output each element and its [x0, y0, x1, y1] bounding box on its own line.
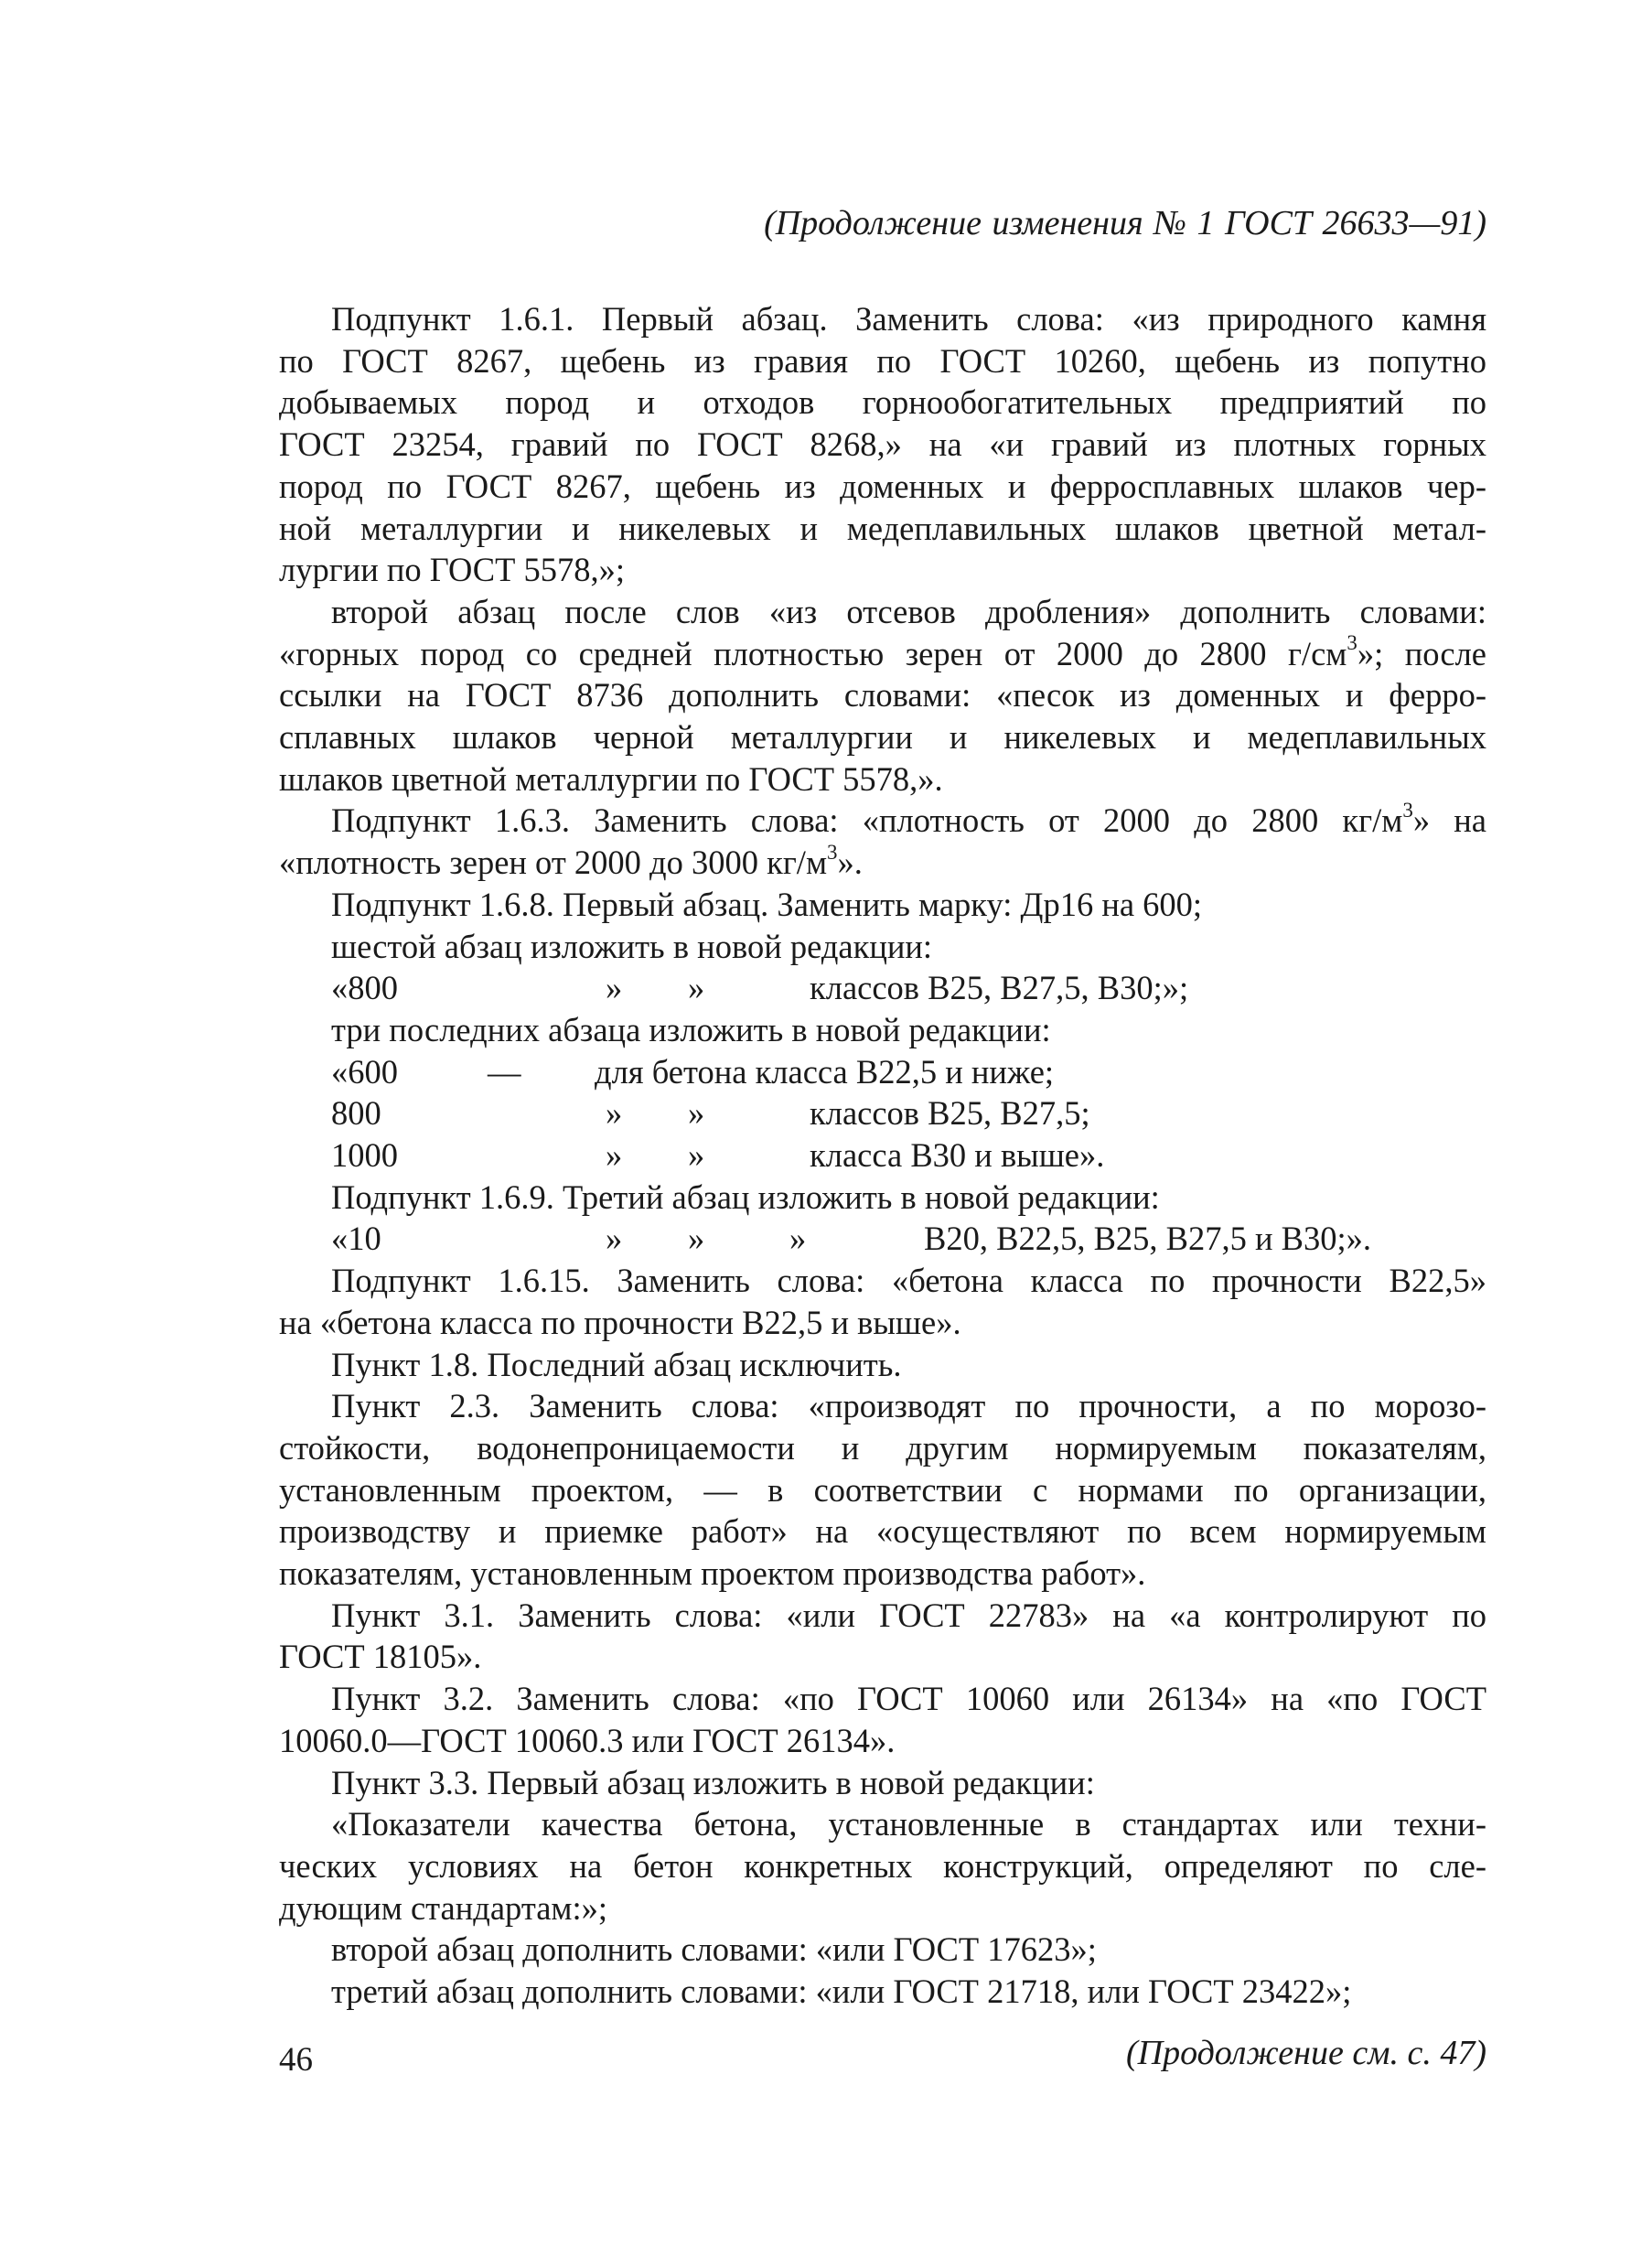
text-line: 10060.0—ГОСТ 10060.3 или ГОСТ 26134».: [279, 1721, 896, 1759]
text-line: ссылки на ГОСТ 8736 дополнить словами: «песок из доменных и ферро-: [279, 676, 1486, 715]
paragraph-1-6-9: Подпункт 1.6.9. Третий абзац изложить в новой редакции:: [331, 1177, 1160, 1216]
paragraph-2-3: [279, 1385, 1486, 1595]
grade-value: 1000: [331, 1136, 398, 1175]
paragraph-third-abzac-gost: третий абзац дополнить словами: «или ГОСТ 21718, или ГОСТ 23422»;: [331, 1972, 1352, 2011]
paragraph-3-3: Пункт 3.3. Первый абзац изложить в новой редакции:: [331, 1763, 1095, 1801]
paragraph-1-6-1: [279, 298, 1486, 591]
text-line: производству и приемке работ» на «осуществляют по всем нормируемым: [279, 1512, 1486, 1551]
grade-value: «800: [331, 969, 398, 1007]
text-line: Пункт 2.3. Заменить слова: «производят по прочности, а по морозо-: [331, 1387, 1486, 1425]
grade-value: «10: [331, 1220, 381, 1258]
ditto-mark: »: [688, 1094, 705, 1133]
paragraph-1-8: Пункт 1.8. Последний абзац исключить.: [331, 1345, 902, 1383]
ditto-mark: »: [789, 1220, 807, 1258]
text-fragment: «плотность зерен от 2000 до 3000 кг/м: [279, 844, 828, 882]
grade-row-800: [279, 967, 1486, 1009]
text-line: [279, 842, 1486, 884]
text-line: Пункт 3.2. Заменить слова: «по ГОСТ 10060 или 26134» на «по ГОСТ: [331, 1680, 1486, 1718]
text-line: пород по ГОСТ 8267, щебень из доменных и ферросплавных шлаков чер-: [279, 467, 1486, 505]
grade-description: для бетона класса В22,5 и ниже;: [595, 1052, 1055, 1091]
text-fragment: » на: [1412, 801, 1487, 840]
grade-row-600: [279, 1051, 1486, 1093]
grade-value: 800: [331, 1094, 381, 1133]
text-line: показателям, установленным проектом производства работ».: [279, 1554, 1146, 1593]
paragraph-1-6-8: Подпункт 1.6.8. Первый абзац. Заменить марку: Дp16 на 600;: [331, 885, 1203, 923]
grade-description: класса В30 и выше».: [810, 1136, 1105, 1175]
grade-row-800b: [279, 1092, 1486, 1134]
text-line: сплавных шлаков черной металлургии и никелевых и медеплавильных: [279, 718, 1486, 757]
text-line: ческих условиях на бетон конкретных конструкций, определяют по сле-: [279, 1846, 1486, 1885]
superscript: 3: [827, 840, 838, 864]
paragraph-second-abzac: [279, 591, 1486, 801]
text-fragment: »; после: [1357, 634, 1486, 672]
text-line: лургии по ГОСТ 5578,»;: [279, 551, 626, 589]
paragraph-3-2: [279, 1678, 1486, 1761]
text-line: [279, 633, 1486, 675]
grade-description: классов В25, В27,5;: [810, 1094, 1090, 1133]
text-line: ГОСТ 23254, гравий по ГОСТ 8268,» на «и гравий из плотных горных: [279, 425, 1486, 464]
paragraph-quality-indicators: [279, 1803, 1486, 1929]
paragraph-sixth-abzac: шестой абзац изложить в новой редакции:: [331, 927, 933, 965]
text-line: Подпункт 1.6.15. Заменить слова: «бетона класса по прочности В22,5»: [331, 1262, 1486, 1300]
paragraph-three-last: три последних абзаца изложить в новой редакции:: [331, 1010, 1051, 1048]
document-page: [279, 203, 1486, 2074]
text-line: по ГОСТ 8267, щебень из гравия по ГОСТ 10260, щебень из попутно: [279, 341, 1486, 380]
text-line: ГОСТ 18105».: [279, 1638, 482, 1676]
grade-description: классов В25, В27,5, В30;»;: [810, 969, 1189, 1007]
grade-row-10: [279, 1218, 1486, 1260]
text-fragment: «горных пород со средней плотностью зерен от 2000 до 2800 г/см: [279, 634, 1347, 672]
text-line: второй абзац после слов «из отсевов дробления» дополнить словами:: [331, 592, 1486, 630]
text-line: Пункт 3.1. Заменить слова: «или ГОСТ 22783» на «а контролируют по: [331, 1596, 1486, 1634]
ditto-mark: »: [606, 1220, 623, 1258]
paragraph-second-abzac-gost: второй абзац дополнить словами: «или ГОСТ 17623»;: [331, 1930, 1097, 1969]
text-line: установленным проектом, — в соответствии с нормами по организации,: [279, 1470, 1486, 1509]
continuation-header: (Продолжение изменения № 1 ГОСТ 26633—91): [764, 204, 1486, 242]
superscript: 3: [1347, 631, 1357, 655]
page-number: 46: [279, 2041, 313, 2079]
text-line: Подпункт 1.6.1. Первый абзац. Заменить слова: «из природного камня: [331, 300, 1486, 338]
paragraph-3-1: [279, 1595, 1486, 1678]
text-line: дующим стандартам:»;: [279, 1888, 608, 1927]
text-line: на «бетона класса по прочности В22,5 и выше».: [279, 1303, 961, 1341]
ditto-mark: »: [688, 1220, 705, 1258]
text-line: шлаков цветной металлургии по ГОСТ 5578,».: [279, 759, 943, 798]
ditto-mark: »: [688, 969, 705, 1007]
grade-description: В20, В22,5, В25, В27,5 и В30;».: [924, 1220, 1372, 1258]
text-line: стойкости, водонепроницаемости и другим нормируемым показателям,: [279, 1428, 1486, 1467]
text-line: ной металлургии и никелевых и медеплавильных шлаков цветной метал-: [279, 509, 1486, 547]
dash-mark: —: [488, 1052, 521, 1091]
continuation-footer: (Продолжение см. с. 47): [1125, 2033, 1486, 2072]
superscript: 3: [1402, 799, 1413, 822]
ditto-mark: »: [606, 1136, 623, 1175]
text-line: «Показатели качества бетона, установленные в стандартах или техни-: [331, 1805, 1486, 1843]
text-line: [279, 800, 1486, 842]
grade-row-1000: [279, 1134, 1486, 1177]
paragraph-1-6-3: [279, 800, 1486, 883]
grade-value: «600: [331, 1052, 398, 1091]
text-line: добываемых пород и отходов горнообогатительных предприятий по: [279, 383, 1486, 422]
text-fragment: Подпункт 1.6.3. Заменить слова: «плотность от 2000 до 2800 кг/м: [331, 801, 1403, 840]
ditto-mark: »: [688, 1136, 705, 1175]
text-fragment: ».: [837, 844, 863, 882]
paragraph-1-6-15: [279, 1260, 1486, 1343]
ditto-mark: »: [606, 969, 623, 1007]
ditto-mark: »: [606, 1094, 623, 1133]
